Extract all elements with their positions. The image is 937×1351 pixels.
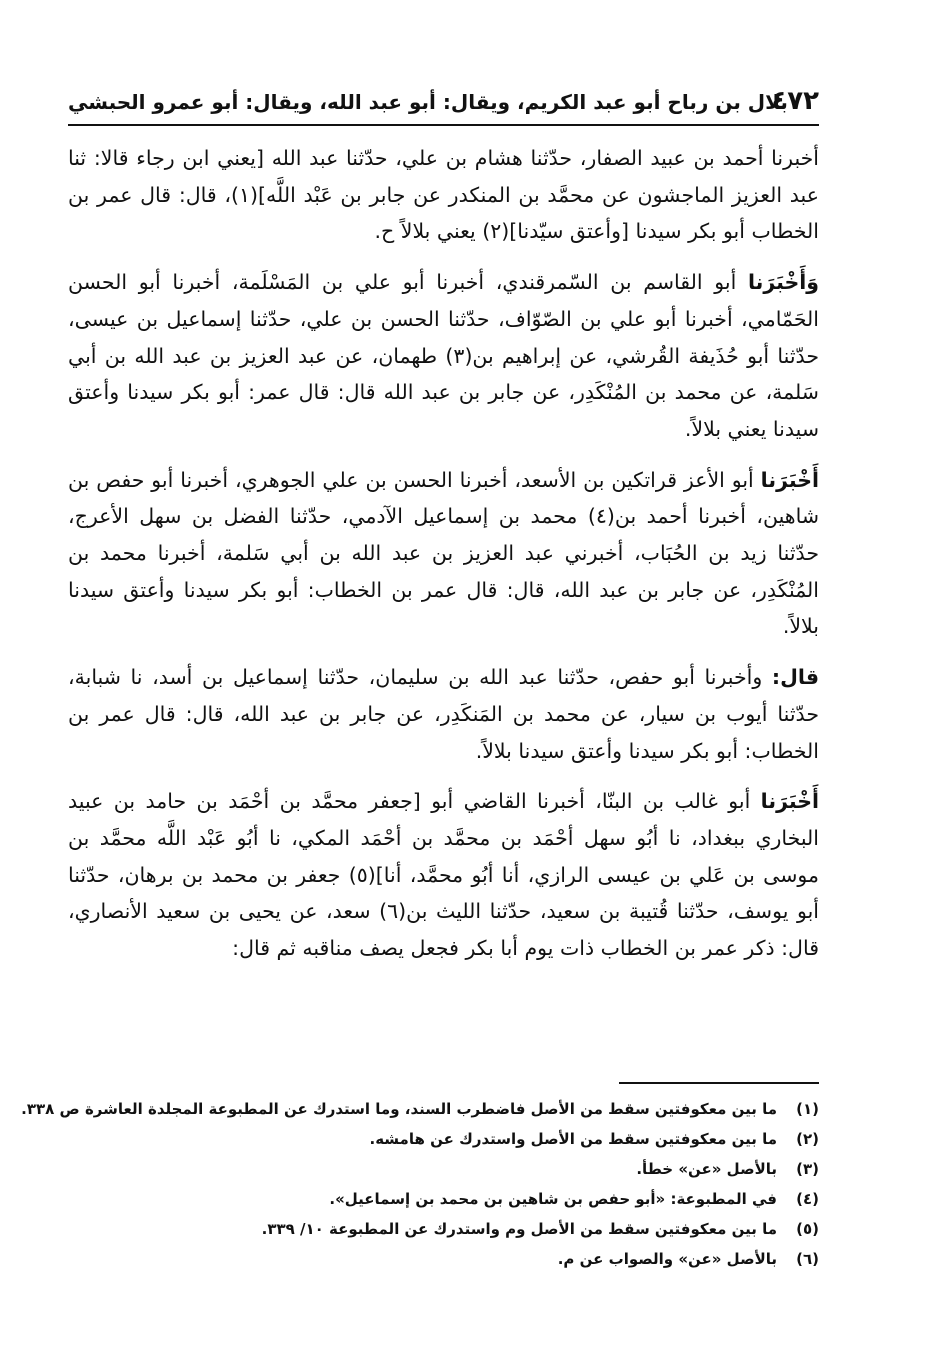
paragraph-lead: وَأَخْبَرَنا — [747, 270, 819, 295]
page-header — [68, 84, 819, 126]
footnote-text: بالأصل «عن» والصواب عن م. — [557, 1250, 777, 1268]
footnote-number: (٢) — [796, 1130, 819, 1148]
paragraph-3 — [68, 462, 819, 646]
paragraph-4 — [68, 659, 819, 769]
paragraph-lead: أَخْبَرَنا — [760, 467, 819, 492]
paragraph-text: أخبرنا أحمد بن عبيد الصفار، حدّثنا هشام بن علي، حدّثنا عبد الله [يعني ابن رجاء قالا: ثنا عبد العزيز الماجشون عن محمَّد بن المنكدر عن جابر بن عَبْد اللَّه](١)، قال: قال عمر بن الخطاب أبو بكر سيدنا [وأعتق سيّدنا](٢) يعني بلالاً ح. — [68, 146, 819, 244]
running-head: بلال بن رباح أبو عبد الكريم، ويقال: أبو عبد الله، ويقال: أبو عمرو الحبشي — [68, 90, 788, 114]
footnote-number: (٦) — [796, 1250, 819, 1268]
footnote — [68, 1184, 819, 1214]
footnote — [68, 1244, 819, 1274]
paragraph-text: أبو الأعز قراتكين بن الأسعد، أخبرنا الحسن بن علي الجوهري، أخبرنا أبو حفص بن شاهين، أخبرنا أحمد بن(٤) محمد بن إسماعيل الآدمي، حدّثنا الفضل بن سهل الأعرج، حدّثنا زيد بن الحُبَاب، أخبرني عبد العزيز بن عبد الله بن أبي سَلمة، أخبرنا محمد بن المُنْكَدِر، عن جابر بن عبد الله، قال: قال عمر بن الخطاب: أبو بكر سيدنا وأعتق سيدنا بلالاً. — [68, 467, 819, 639]
footnotes — [21, 1094, 819, 1274]
footnote — [68, 1124, 819, 1154]
footnote-text: في المطبوعة: «أبو حفص بن شاهين بن محمد بن إسماعيل». — [329, 1190, 777, 1208]
footnote-separator — [619, 1082, 819, 1084]
footnote-text: ما بين معكوفتين سقط من الأصل واستدرك عن هامشه. — [369, 1130, 777, 1148]
footnote-text: ما بين معكوفتين سقط من الأصل وم واستدرك عن المطبوعة ١٠/ ٣٣٩. — [261, 1220, 777, 1238]
footnote-number: (١) — [796, 1100, 819, 1118]
footnote-number: (٤) — [796, 1190, 819, 1208]
footnote-number: (٣) — [796, 1160, 819, 1178]
footnote-text: بالأصل «عن» خطأ. — [636, 1160, 777, 1178]
paragraph-5 — [68, 783, 819, 967]
footnote-text: ما بين معكوفتين سقط من الأصل فاضطرب السند، وما استدرك عن المطبوعة المجلدة العاشرة ص ٣٣٨. — [21, 1100, 777, 1118]
paragraph-lead: قال: — [771, 665, 819, 690]
footnote — [68, 1214, 819, 1244]
body-text — [68, 140, 819, 967]
paragraph-text: وأخبرنا أبو حفص، حدّثنا عبد الله بن سليمان، حدّثنا إسماعيل بن أسد، نا شبابة، حدّثنا أيوب بن سيار، عن محمد بن المَنكَدِر، عن جابر بن عبد الله، قال: قال عمر بن الخطاب: أبو بكر سيدنا وأعتق سيدنا بلالاً. — [68, 665, 819, 763]
paragraph-1 — [68, 140, 819, 250]
page-number: ٤٧٢ — [771, 86, 819, 116]
footnote — [68, 1154, 819, 1184]
paragraph-text: أبو القاسم بن السّمرقندي، أخبرنا أبو علي بن المَسْلَمة، أخبرنا أبو الحسن الحَمّامي، أخبرنا أبو علي بن الصّوّاف، حدّثنا الحسن بن علي، حدّثنا إسماعيل بن عيسى، حدّثنا أبو حُذَيفة القُرشي، عن إبراهيم بن(٣) طهمان، عن عبد العزيز بن عبد الله بن أبي سَلمة، عن محمد بن المُنْكَدِر، عن جابر بن عبد الله قال: قال عمر: أبو بكر سيدنا وأعتق سيدنا يعني بلالاً. — [68, 270, 819, 441]
paragraph-2 — [68, 264, 819, 448]
footnote — [21, 1094, 819, 1124]
footnote-number: (٥) — [796, 1220, 819, 1238]
paragraph-lead: أَخْبَرَنا — [760, 789, 819, 814]
paragraph-text: أبو غالب بن البنّا، أخبرنا القاضي أبو [جعفر محمَّد بن أحْمَد بن حامد بن عبيد البخاري ببغداد، نا أبُو سهل أحْمَد بن محمَّد بن أحْمَد المكي، نا أبُو عَبْد اللَّه محمَّد بن موسى بن عَلي بن عيسى الرازي، أنا أبُو محمَّد، أنا](٥) جعفر بن محمد بن برهان، حدّثنا أبو يوسف، حدّثنا قُتيبة بن سعيد، حدّثنا الليث بن(٦) سعد، عن يحيى بن سعيد الأنصاري، قال: ذكر عمر بن الخطاب ذات يوم أبا بكر فجعل يصف مناقبه ثم قال: — [68, 789, 819, 961]
